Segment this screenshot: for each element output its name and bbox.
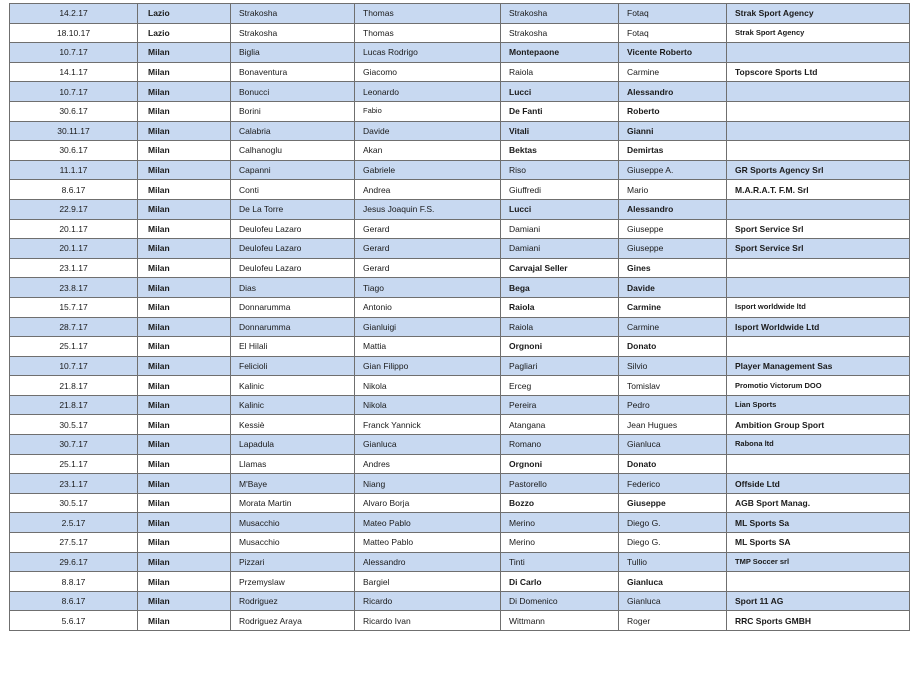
agency-cell: Sport 11 AG — [727, 591, 910, 611]
agency-cell: Sport Service Srl — [727, 219, 910, 239]
agent-surname-cell: Raiola — [501, 62, 619, 82]
first-name-cell: Nikola — [355, 376, 501, 396]
club-cell: Milan — [138, 474, 231, 494]
agent-first-name-cell: Fotaq — [619, 23, 727, 43]
date-cell: 14.2.17 — [10, 4, 138, 24]
table-row — [10, 454, 910, 474]
table-row — [10, 337, 910, 357]
date-cell: 30.5.17 — [10, 493, 138, 513]
surname-cell: Deulofeu Lazaro — [231, 258, 355, 278]
date-cell: 15.7.17 — [10, 297, 138, 317]
agent-surname-cell: Vitali — [501, 121, 619, 141]
surname-cell: Kessiè — [231, 415, 355, 435]
club-cell: Milan — [138, 591, 231, 611]
surname-cell: Rodriguez Araya — [231, 611, 355, 631]
club-cell: Milan — [138, 376, 231, 396]
date-cell: 21.8.17 — [10, 395, 138, 415]
agent-surname-cell: Pastorello — [501, 474, 619, 494]
agency-cell: M.A.R.A.T. F.M. Srl — [727, 180, 910, 200]
surname-cell: Felicioli — [231, 356, 355, 376]
club-cell: Milan — [138, 611, 231, 631]
surname-cell: Bonaventura — [231, 62, 355, 82]
agent-first-name-cell: Donato — [619, 337, 727, 357]
date-cell: 30.11.17 — [10, 121, 138, 141]
agent-surname-cell: Pagliari — [501, 356, 619, 376]
agent-first-name-cell: Diego G. — [619, 533, 727, 553]
agent-first-name-cell: Alessandro — [619, 199, 727, 219]
surname-cell: Kalinic — [231, 376, 355, 396]
agent-surname-cell: Merino — [501, 533, 619, 553]
agent-first-name-cell: Roger — [619, 611, 727, 631]
surname-cell: Biglia — [231, 43, 355, 63]
club-cell: Milan — [138, 82, 231, 102]
first-name-cell: Nikola — [355, 395, 501, 415]
date-cell: 30.7.17 — [10, 435, 138, 455]
agency-cell: Player Management Sas — [727, 356, 910, 376]
date-cell: 10.7.17 — [10, 82, 138, 102]
table-row — [10, 180, 910, 200]
table-row — [10, 160, 910, 180]
surname-cell: Capanni — [231, 160, 355, 180]
first-name-cell: Ricardo Ivan — [355, 611, 501, 631]
agent-first-name-cell: Giuseppe — [619, 493, 727, 513]
agency-cell: Sport Service Srl — [727, 239, 910, 259]
surname-cell: Rodriguez — [231, 591, 355, 611]
first-name-cell: Gerard — [355, 219, 501, 239]
first-name-cell: Antonio — [355, 297, 501, 317]
agent-surname-cell: Riso — [501, 160, 619, 180]
table-row — [10, 199, 910, 219]
agency-cell — [727, 258, 910, 278]
club-cell: Milan — [138, 258, 231, 278]
date-cell: 30.5.17 — [10, 415, 138, 435]
table-row — [10, 493, 910, 513]
table-row — [10, 121, 910, 141]
club-cell: Lazio — [138, 4, 231, 24]
club-cell: Milan — [138, 513, 231, 533]
agent-surname-cell: Montepaone — [501, 43, 619, 63]
surname-cell: Calhanoglu — [231, 141, 355, 161]
agency-cell — [727, 454, 910, 474]
surname-cell: Strakosha — [231, 23, 355, 43]
agency-cell: Strak Sport Agency — [727, 4, 910, 24]
agency-cell — [727, 278, 910, 298]
date-cell: 8.8.17 — [10, 572, 138, 592]
first-name-cell: Gianluigi — [355, 317, 501, 337]
agent-first-name-cell: Tomislav — [619, 376, 727, 396]
agency-cell: Topscore Sports Ltd — [727, 62, 910, 82]
club-cell: Milan — [138, 278, 231, 298]
surname-cell: Bonucci — [231, 82, 355, 102]
agent-first-name-cell: Giuseppe — [619, 219, 727, 239]
table-row — [10, 572, 910, 592]
date-cell: 8.6.17 — [10, 180, 138, 200]
club-cell: Milan — [138, 101, 231, 121]
date-cell: 30.6.17 — [10, 101, 138, 121]
agent-first-name-cell: Vicente Roberto — [619, 43, 727, 63]
agent-first-name-cell: Federico — [619, 474, 727, 494]
agency-cell — [727, 337, 910, 357]
date-cell: 2.5.17 — [10, 513, 138, 533]
club-cell: Milan — [138, 454, 231, 474]
agency-cell — [727, 101, 910, 121]
surname-cell: Dias — [231, 278, 355, 298]
table-row — [10, 513, 910, 533]
date-cell: 25.1.17 — [10, 337, 138, 357]
surname-cell: Llamas — [231, 454, 355, 474]
agent-first-name-cell: Tullio — [619, 552, 727, 572]
date-cell: 27.5.17 — [10, 533, 138, 553]
agent-surname-cell: Damiani — [501, 239, 619, 259]
date-cell: 20.1.17 — [10, 239, 138, 259]
agent-surname-cell: Lucci — [501, 82, 619, 102]
agency-cell — [727, 82, 910, 102]
table-row — [10, 219, 910, 239]
date-cell: 10.7.17 — [10, 43, 138, 63]
surname-cell: Musacchio — [231, 533, 355, 553]
first-name-cell: Matteo Pablo — [355, 533, 501, 553]
agent-first-name-cell: Giuseppe A. — [619, 160, 727, 180]
club-cell: Milan — [138, 141, 231, 161]
agent-first-name-cell: Silvio — [619, 356, 727, 376]
agent-surname-cell: De Fanti — [501, 101, 619, 121]
club-cell: Milan — [138, 572, 231, 592]
surname-cell: Morata Martin — [231, 493, 355, 513]
date-cell: 11.1.17 — [10, 160, 138, 180]
table-row — [10, 395, 910, 415]
date-cell: 22.9.17 — [10, 199, 138, 219]
date-cell: 23.1.17 — [10, 474, 138, 494]
agent-surname-cell: Raiola — [501, 317, 619, 337]
club-cell: Milan — [138, 533, 231, 553]
agency-cell — [727, 199, 910, 219]
surname-cell: Pizzari — [231, 552, 355, 572]
table-row — [10, 43, 910, 63]
agent-surname-cell: Merino — [501, 513, 619, 533]
agency-cell: Promotio Victorum DOO — [727, 376, 910, 396]
agent-surname-cell: Tinti — [501, 552, 619, 572]
date-cell: 21.8.17 — [10, 376, 138, 396]
first-name-cell: Gian Filippo — [355, 356, 501, 376]
agent-surname-cell: Di Carlo — [501, 572, 619, 592]
surname-cell: Calabria — [231, 121, 355, 141]
first-name-cell: Alessandro — [355, 552, 501, 572]
agent-first-name-cell: Carmine — [619, 317, 727, 337]
agency-cell — [727, 43, 910, 63]
surname-cell: Strakosha — [231, 4, 355, 24]
first-name-cell: Davide — [355, 121, 501, 141]
agent-surname-cell: Lucci — [501, 199, 619, 219]
first-name-cell: Andres — [355, 454, 501, 474]
agent-first-name-cell: Mario — [619, 180, 727, 200]
agent-surname-cell: Bektas — [501, 141, 619, 161]
table-row — [10, 258, 910, 278]
first-name-cell: Franck Yannick — [355, 415, 501, 435]
club-cell: Milan — [138, 180, 231, 200]
date-cell: 29.6.17 — [10, 552, 138, 572]
agent-first-name-cell: Carmine — [619, 297, 727, 317]
table-row — [10, 23, 910, 43]
table-row — [10, 317, 910, 337]
agent-surname-cell: Raiola — [501, 297, 619, 317]
surname-cell: De La Torre — [231, 199, 355, 219]
agent-first-name-cell: Fotaq — [619, 4, 727, 24]
agent-first-name-cell: Demirtas — [619, 141, 727, 161]
first-name-cell: Tiago — [355, 278, 501, 298]
agency-cell: GR Sports Agency Srl — [727, 160, 910, 180]
table-row — [10, 611, 910, 631]
table-row — [10, 297, 910, 317]
agent-surname-cell: Bega — [501, 278, 619, 298]
agent-first-name-cell: Gianni — [619, 121, 727, 141]
agency-cell — [727, 141, 910, 161]
club-cell: Milan — [138, 415, 231, 435]
agent-first-name-cell: Gianluca — [619, 572, 727, 592]
surname-cell: El Hilali — [231, 337, 355, 357]
table-row — [10, 435, 910, 455]
table-row — [10, 552, 910, 572]
table-row — [10, 278, 910, 298]
date-cell: 25.1.17 — [10, 454, 138, 474]
first-name-cell: Giacomo — [355, 62, 501, 82]
first-name-cell: Mateo Pablo — [355, 513, 501, 533]
agent-surname-cell: Erceg — [501, 376, 619, 396]
club-cell: Milan — [138, 552, 231, 572]
table-row — [10, 533, 910, 553]
agent-first-name-cell: Carmine — [619, 62, 727, 82]
agency-cell — [727, 572, 910, 592]
first-name-cell: Andrea — [355, 180, 501, 200]
date-cell: 10.7.17 — [10, 356, 138, 376]
agent-surname-cell: Strakosha — [501, 4, 619, 24]
first-name-cell: Gerard — [355, 258, 501, 278]
agent-first-name-cell: Jean Hugues — [619, 415, 727, 435]
club-cell: Lazio — [138, 23, 231, 43]
first-name-cell: Bargiel — [355, 572, 501, 592]
agent-first-name-cell: Roberto — [619, 101, 727, 121]
agent-surname-cell: Carvajal Seller — [501, 258, 619, 278]
first-name-cell: Thomas — [355, 4, 501, 24]
agent-first-name-cell: Davide — [619, 278, 727, 298]
club-cell: Milan — [138, 239, 231, 259]
agent-surname-cell: Orgnoni — [501, 337, 619, 357]
club-cell: Milan — [138, 493, 231, 513]
first-name-cell: Gerard — [355, 239, 501, 259]
first-name-cell: Lucas Rodrigo — [355, 43, 501, 63]
surname-cell: Deulofeu Lazaro — [231, 219, 355, 239]
agency-cell: Isport worldwide ltd — [727, 297, 910, 317]
first-name-cell: Gabriele — [355, 160, 501, 180]
first-name-cell: Mattia — [355, 337, 501, 357]
surname-cell: Musacchio — [231, 513, 355, 533]
club-cell: Milan — [138, 356, 231, 376]
agent-surname-cell: Bozzo — [501, 493, 619, 513]
surname-cell: Donnarumma — [231, 317, 355, 337]
agent-surname-cell: Atangana — [501, 415, 619, 435]
agent-surname-cell: Strakosha — [501, 23, 619, 43]
agent-surname-cell: Wittmann — [501, 611, 619, 631]
surname-cell: Donnarumma — [231, 297, 355, 317]
agent-first-name-cell: Gianluca — [619, 591, 727, 611]
date-cell: 14.1.17 — [10, 62, 138, 82]
surname-cell: Lapadula — [231, 435, 355, 455]
table-row — [10, 101, 910, 121]
club-cell: Milan — [138, 121, 231, 141]
date-cell: 5.6.17 — [10, 611, 138, 631]
club-cell: Milan — [138, 337, 231, 357]
agent-first-name-cell: Gines — [619, 258, 727, 278]
agent-first-name-cell: Alessandro — [619, 82, 727, 102]
club-cell: Milan — [138, 317, 231, 337]
club-cell: Milan — [138, 199, 231, 219]
agent-surname-cell: Pereira — [501, 395, 619, 415]
club-cell: Milan — [138, 395, 231, 415]
table-row — [10, 591, 910, 611]
table-row — [10, 474, 910, 494]
agency-cell: Strak Sport Agency — [727, 23, 910, 43]
agent-surname-cell: Di Domenico — [501, 591, 619, 611]
table-row — [10, 141, 910, 161]
agency-cell: Isport Worldwide Ltd — [727, 317, 910, 337]
agent-first-name-cell: Pedro — [619, 395, 727, 415]
transfer-table — [9, 3, 910, 631]
agency-cell: AGB Sport Manag. — [727, 493, 910, 513]
agent-surname-cell: Damiani — [501, 219, 619, 239]
date-cell: 23.8.17 — [10, 278, 138, 298]
agency-cell: Lian Sports — [727, 395, 910, 415]
first-name-cell: Niang — [355, 474, 501, 494]
agency-cell: TMP Soccer srl — [727, 552, 910, 572]
club-cell: Milan — [138, 62, 231, 82]
table-row — [10, 415, 910, 435]
date-cell: 20.1.17 — [10, 219, 138, 239]
table-row — [10, 356, 910, 376]
date-cell: 28.7.17 — [10, 317, 138, 337]
table-row — [10, 62, 910, 82]
first-name-cell: Akan — [355, 141, 501, 161]
table-row — [10, 4, 910, 24]
surname-cell: Conti — [231, 180, 355, 200]
agent-first-name-cell: Gianluca — [619, 435, 727, 455]
first-name-cell: Thomas — [355, 23, 501, 43]
agency-cell: Rabona ltd — [727, 435, 910, 455]
club-cell: Milan — [138, 435, 231, 455]
surname-cell: Borini — [231, 101, 355, 121]
surname-cell: Kalinic — [231, 395, 355, 415]
surname-cell: Przemyslaw — [231, 572, 355, 592]
date-cell: 30.6.17 — [10, 141, 138, 161]
first-name-cell: Leonardo — [355, 82, 501, 102]
date-cell: 18.10.17 — [10, 23, 138, 43]
first-name-cell: Ricardo — [355, 591, 501, 611]
agency-cell: Ambition Group Sport — [727, 415, 910, 435]
agent-first-name-cell: Donato — [619, 454, 727, 474]
club-cell: Milan — [138, 219, 231, 239]
date-cell: 23.1.17 — [10, 258, 138, 278]
club-cell: Milan — [138, 297, 231, 317]
first-name-cell: Fabio — [355, 101, 501, 121]
club-cell: Milan — [138, 43, 231, 63]
table-row — [10, 82, 910, 102]
agent-surname-cell: Giuffredi — [501, 180, 619, 200]
table-row — [10, 239, 910, 259]
agent-first-name-cell: Diego G. — [619, 513, 727, 533]
agent-first-name-cell: Giuseppe — [619, 239, 727, 259]
table-row — [10, 376, 910, 396]
agency-cell: RRC Sports GMBH — [727, 611, 910, 631]
club-cell: Milan — [138, 160, 231, 180]
first-name-cell: Gianluca — [355, 435, 501, 455]
surname-cell: M'Baye — [231, 474, 355, 494]
agency-cell: ML Sports Sa — [727, 513, 910, 533]
agent-surname-cell: Romano — [501, 435, 619, 455]
agent-surname-cell: Orgnoni — [501, 454, 619, 474]
date-cell: 8.6.17 — [10, 591, 138, 611]
agency-cell: ML Sports SA — [727, 533, 910, 553]
table-body — [10, 4, 910, 631]
first-name-cell: Jesus Joaquin F.S. — [355, 199, 501, 219]
agency-cell: Offside Ltd — [727, 474, 910, 494]
first-name-cell: Alvaro Borja — [355, 493, 501, 513]
agency-cell — [727, 121, 910, 141]
surname-cell: Deulofeu Lazaro — [231, 239, 355, 259]
